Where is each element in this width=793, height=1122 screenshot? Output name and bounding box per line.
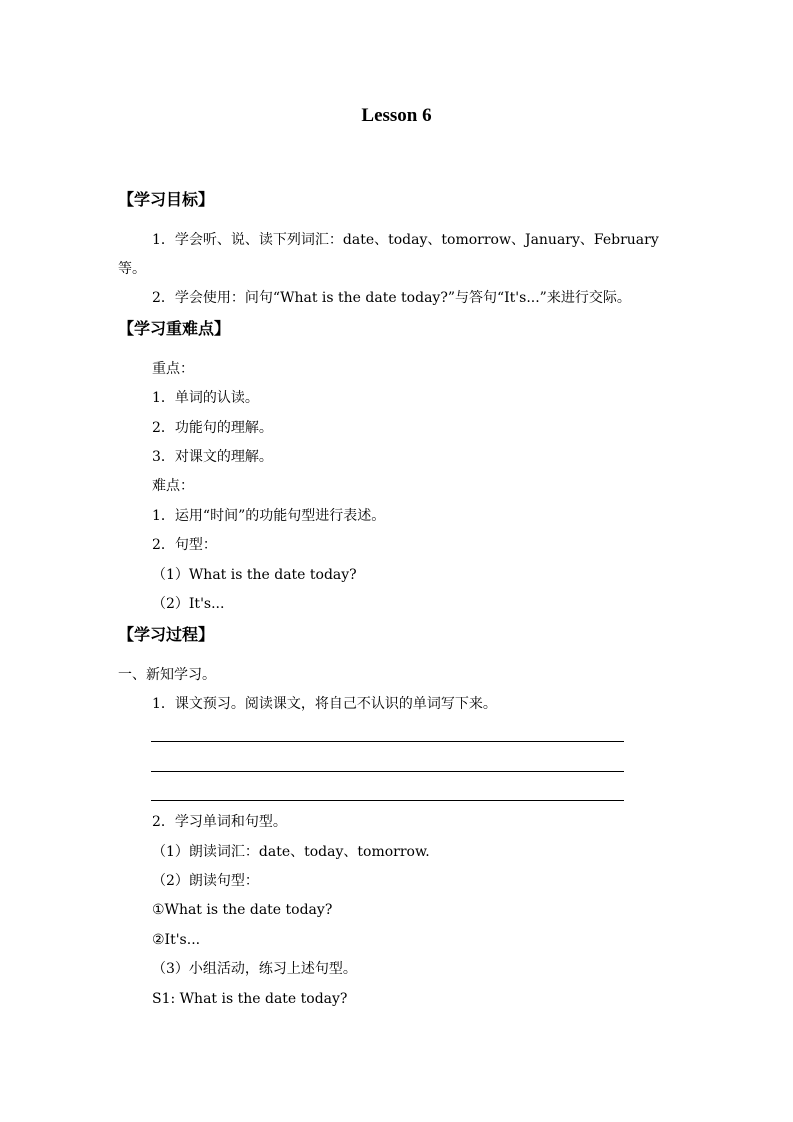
focus-item-2: 2．功能句的理解。 (152, 420, 273, 436)
process-heading: 【学习过程】 (118, 625, 215, 644)
process-step-2: 2．学习单词和句型。 (152, 814, 287, 830)
sentence-2: ②It's... (152, 932, 201, 948)
objective-1-continued: 等。 (118, 261, 146, 277)
difficulty-item-1: 1．运用“时间”的功能句型进行表述。 (152, 508, 386, 524)
process-sub-2: （2）朗读句型： (152, 873, 259, 889)
process-part-1: 一、新知学习。 (118, 667, 216, 683)
pattern-2: （2）It's... (152, 596, 225, 612)
focus-item-1: 1．单词的认读。 (152, 390, 259, 406)
answer-line-1[interactable] (151, 741, 624, 742)
focus-item-3: 3．对课文的理解。 (152, 449, 273, 465)
objective-1: 1．学会听、说、读下列词汇：date、today、tomorrow、January、February (152, 232, 659, 248)
process-sub-3: （3）小组活动，练习上述句型。 (152, 961, 357, 977)
difficulty-item-2: 2．句型： (152, 537, 217, 553)
dialog-line-1: S1: What is the date today? (152, 991, 348, 1007)
answer-line-3[interactable] (151, 800, 624, 801)
process-step-1: 1．课文预习。阅读课文，将自己不认识的单词写下来。 (152, 696, 497, 712)
pattern-1: （1）What is the date today? (152, 567, 357, 583)
page-title: Lesson 6 (361, 105, 432, 126)
objective-2: 2．学会使用：问句“What is the date today?”与答句“It's...”来进行交际。 (152, 290, 631, 306)
sentence-1: ①What is the date today? (152, 902, 333, 918)
objectives-heading: 【学习目标】 (118, 190, 215, 209)
focus-label: 重点： (152, 361, 194, 377)
difficulty-label: 难点： (152, 478, 194, 494)
key-points-heading: 【学习重难点】 (118, 319, 231, 338)
answer-line-2[interactable] (151, 771, 624, 772)
process-sub-1: （1）朗读词汇：date、today、tomorrow. (152, 844, 430, 860)
